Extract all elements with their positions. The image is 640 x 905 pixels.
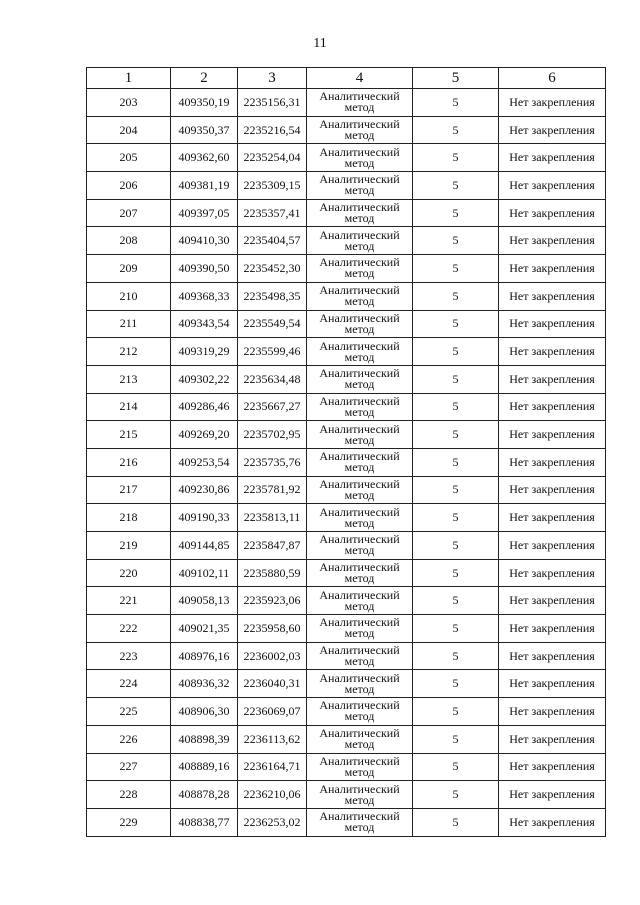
accuracy-cell: 5 [413,365,499,393]
y-coordinate-cell: 2235813,11 [238,504,307,532]
method-line-2: метод [344,792,375,807]
method-cell [307,698,413,726]
point-number-cell: 229 [87,808,171,836]
method-line-1: Аналитический [319,560,400,575]
table-row [87,698,606,726]
method-line-1: Аналитический [319,200,400,215]
table-row [87,808,606,836]
accuracy-cell: 5 [413,421,499,449]
accuracy-cell: 5 [413,393,499,421]
table-row [87,587,606,615]
method-cell [307,670,413,698]
fixation-cell: Нет закрепления [499,282,606,310]
method-line-1: Аналитический [319,393,400,408]
method-line-1: Аналитический [319,117,400,132]
point-number-cell: 220 [87,559,171,587]
table-row [87,476,606,504]
method-line-1: Аналитический [319,449,400,464]
table-row [87,670,606,698]
table-row [87,144,606,172]
table-row [87,615,606,643]
point-number-cell: 228 [87,781,171,809]
method-line-1: Аналитический [319,283,400,298]
method-cell [307,781,413,809]
header-col-3: 3 [238,68,307,89]
method-line-2: метод [344,155,375,170]
table-row [87,448,606,476]
accuracy-cell: 5 [413,808,499,836]
y-coordinate-cell: 2236069,07 [238,698,307,726]
header-col-4: 4 [307,68,413,89]
y-coordinate-cell: 2235847,87 [238,532,307,560]
method-line-1: Аналитический [319,89,400,104]
table-header-row [87,68,606,89]
method-line-1: Аналитический [319,781,400,796]
method-line-1: Аналитический [319,144,400,159]
accuracy-cell: 5 [413,504,499,532]
method-line-2: метод [344,266,375,281]
point-number-cell: 216 [87,448,171,476]
x-coordinate-cell: 409102,11 [171,559,238,587]
x-coordinate-cell: 408838,77 [171,808,238,836]
fixation-cell: Нет закрепления [499,421,606,449]
point-number-cell: 213 [87,365,171,393]
header-col-6: 6 [499,68,606,89]
method-line-2: метод [344,571,375,586]
x-coordinate-cell: 409302,22 [171,365,238,393]
x-coordinate-cell: 408976,16 [171,642,238,670]
fixation-cell: Нет закрепления [499,781,606,809]
method-cell [307,365,413,393]
method-cell [307,338,413,366]
method-cell [307,393,413,421]
fixation-cell: Нет закрепления [499,172,606,200]
point-number-cell: 227 [87,753,171,781]
fixation-cell: Нет закрепления [499,725,606,753]
table-row [87,89,606,117]
x-coordinate-cell: 409021,35 [171,615,238,643]
method-line-2: метод [344,183,375,198]
method-line-2: метод [344,737,375,752]
x-coordinate-cell: 409058,13 [171,587,238,615]
method-line-1: Аналитический [319,366,400,381]
fixation-cell: Нет закрепления [499,199,606,227]
method-cell [307,89,413,117]
fixation-cell: Нет закрепления [499,559,606,587]
method-line-1: Аналитический [319,809,400,824]
method-cell [307,753,413,781]
y-coordinate-cell: 2235735,76 [238,448,307,476]
y-coordinate-cell: 2236002,03 [238,642,307,670]
fixation-cell: Нет закрепления [499,310,606,338]
x-coordinate-cell: 409144,85 [171,532,238,560]
x-coordinate-cell: 408936,32 [171,670,238,698]
table-row [87,725,606,753]
x-coordinate-cell: 409368,33 [171,282,238,310]
y-coordinate-cell: 2235702,95 [238,421,307,449]
y-coordinate-cell: 2235634,48 [238,365,307,393]
x-coordinate-cell: 409350,19 [171,89,238,117]
point-number-cell: 218 [87,504,171,532]
table-row [87,781,606,809]
y-coordinate-cell: 2235781,92 [238,476,307,504]
table-row [87,116,606,144]
accuracy-cell: 5 [413,227,499,255]
method-line-1: Аналитический [319,504,400,519]
point-number-cell: 223 [87,642,171,670]
y-coordinate-cell: 2236040,31 [238,670,307,698]
fixation-cell: Нет закрепления [499,808,606,836]
table-row [87,393,606,421]
table-row [87,255,606,283]
point-number-cell: 226 [87,725,171,753]
method-cell [307,144,413,172]
method-line-1: Аналитический [319,698,400,713]
y-coordinate-cell: 2235667,27 [238,393,307,421]
method-line-2: метод [344,487,375,502]
accuracy-cell: 5 [413,642,499,670]
fixation-cell: Нет закрепления [499,670,606,698]
accuracy-cell: 5 [413,448,499,476]
accuracy-cell: 5 [413,698,499,726]
point-number-cell: 210 [87,282,171,310]
point-number-cell: 207 [87,199,171,227]
method-line-1: Аналитический [319,338,400,353]
fixation-cell: Нет закрепления [499,448,606,476]
y-coordinate-cell: 2235404,57 [238,227,307,255]
method-line-2: метод [344,626,375,641]
method-line-1: Аналитический [319,670,400,685]
method-line-2: метод [344,460,375,475]
x-coordinate-cell: 409269,20 [171,421,238,449]
x-coordinate-cell: 409362,60 [171,144,238,172]
point-number-cell: 211 [87,310,171,338]
method-line-1: Аналитический [319,643,400,658]
y-coordinate-cell: 2236164,71 [238,753,307,781]
accuracy-cell: 5 [413,476,499,504]
x-coordinate-cell: 408906,30 [171,698,238,726]
accuracy-cell: 5 [413,144,499,172]
table-row [87,504,606,532]
table-row [87,365,606,393]
method-line-1: Аналитический [319,726,400,741]
point-number-cell: 204 [87,116,171,144]
fixation-cell: Нет закрепления [499,365,606,393]
method-line-2: метод [344,128,375,143]
table-row [87,532,606,560]
fixation-cell: Нет закрепления [499,642,606,670]
method-line-2: метод [344,404,375,419]
x-coordinate-cell: 409390,50 [171,255,238,283]
method-cell [307,808,413,836]
point-number-cell: 224 [87,670,171,698]
table-body [87,89,606,837]
method-line-2: метод [344,654,375,669]
accuracy-cell: 5 [413,725,499,753]
fixation-cell: Нет закрепления [499,504,606,532]
method-cell [307,559,413,587]
fixation-cell: Нет закрепления [499,227,606,255]
method-line-1: Аналитический [319,172,400,187]
accuracy-cell: 5 [413,282,499,310]
x-coordinate-cell: 409286,46 [171,393,238,421]
x-coordinate-cell: 409397,05 [171,199,238,227]
method-cell [307,725,413,753]
method-line-1: Аналитический [319,227,400,242]
method-line-1: Аналитический [319,753,400,768]
method-line-2: метод [344,321,375,336]
x-coordinate-cell: 409343,54 [171,310,238,338]
x-coordinate-cell: 409381,19 [171,172,238,200]
method-cell [307,310,413,338]
accuracy-cell: 5 [413,116,499,144]
method-line-2: метод [344,238,375,253]
accuracy-cell: 5 [413,532,499,560]
x-coordinate-cell: 408889,16 [171,753,238,781]
accuracy-cell: 5 [413,781,499,809]
method-line-1: Аналитический [319,587,400,602]
method-line-2: метод [344,349,375,364]
method-line-1: Аналитический [319,532,400,547]
fixation-cell: Нет закрепления [499,116,606,144]
table-row [87,282,606,310]
method-line-2: метод [344,432,375,447]
point-number-cell: 203 [87,89,171,117]
fixation-cell: Нет закрепления [499,587,606,615]
method-line-2: метод [344,709,375,724]
method-cell [307,255,413,283]
accuracy-cell: 5 [413,310,499,338]
fixation-cell: Нет закрепления [499,615,606,643]
table-row [87,559,606,587]
table-row [87,227,606,255]
fixation-cell: Нет закрепления [499,698,606,726]
method-line-2: метод [344,598,375,613]
page-number: 11 [313,36,327,51]
method-cell [307,172,413,200]
accuracy-cell: 5 [413,199,499,227]
method-cell [307,448,413,476]
fixation-cell: Нет закрепления [499,753,606,781]
x-coordinate-cell: 409230,86 [171,476,238,504]
header-col-2: 2 [171,68,238,89]
point-number-cell: 215 [87,421,171,449]
accuracy-cell: 5 [413,670,499,698]
method-line-2: метод [344,681,375,696]
method-cell [307,587,413,615]
y-coordinate-cell: 2235549,54 [238,310,307,338]
y-coordinate-cell: 2236113,62 [238,725,307,753]
point-number-cell: 221 [87,587,171,615]
y-coordinate-cell: 2235309,15 [238,172,307,200]
point-number-cell: 217 [87,476,171,504]
table-row [87,310,606,338]
method-line-2: метод [344,543,375,558]
method-cell [307,227,413,255]
method-cell [307,615,413,643]
point-number-cell: 212 [87,338,171,366]
method-line-1: Аналитический [319,476,400,491]
method-cell [307,504,413,532]
accuracy-cell: 5 [413,172,499,200]
y-coordinate-cell: 2235958,60 [238,615,307,643]
coordinates-table [86,67,606,837]
method-cell [307,421,413,449]
point-number-cell: 219 [87,532,171,560]
method-cell [307,199,413,227]
y-coordinate-cell: 2235498,35 [238,282,307,310]
method-cell [307,282,413,310]
method-line-2: метод [344,100,375,115]
accuracy-cell: 5 [413,753,499,781]
point-number-cell: 208 [87,227,171,255]
x-coordinate-cell: 409319,29 [171,338,238,366]
fixation-cell: Нет закрепления [499,338,606,366]
table-row [87,753,606,781]
accuracy-cell: 5 [413,89,499,117]
fixation-cell: Нет закрепления [499,393,606,421]
point-number-cell: 222 [87,615,171,643]
method-line-1: Аналитический [319,255,400,270]
x-coordinate-cell: 409350,37 [171,116,238,144]
method-line-2: метод [344,764,375,779]
accuracy-cell: 5 [413,587,499,615]
method-cell [307,642,413,670]
table-row [87,172,606,200]
method-cell [307,532,413,560]
y-coordinate-cell: 2235156,31 [238,89,307,117]
y-coordinate-cell: 2235357,41 [238,199,307,227]
table-row [87,338,606,366]
method-line-2: метод [344,377,375,392]
point-number-cell: 206 [87,172,171,200]
method-cell [307,476,413,504]
accuracy-cell: 5 [413,255,499,283]
method-line-2: метод [344,820,375,835]
fixation-cell: Нет закрепления [499,144,606,172]
method-cell [307,116,413,144]
method-line-2: метод [344,294,375,309]
point-number-cell: 225 [87,698,171,726]
fixation-cell: Нет закрепления [499,89,606,117]
fixation-cell: Нет закрепления [499,476,606,504]
x-coordinate-cell: 408898,39 [171,725,238,753]
y-coordinate-cell: 2236253,02 [238,808,307,836]
point-number-cell: 205 [87,144,171,172]
x-coordinate-cell: 409190,33 [171,504,238,532]
table-row [87,642,606,670]
y-coordinate-cell: 2235254,04 [238,144,307,172]
point-number-cell: 214 [87,393,171,421]
y-coordinate-cell: 2235923,06 [238,587,307,615]
fixation-cell: Нет закрепления [499,255,606,283]
header-col-5: 5 [413,68,499,89]
accuracy-cell: 5 [413,338,499,366]
accuracy-cell: 5 [413,559,499,587]
accuracy-cell: 5 [413,615,499,643]
y-coordinate-cell: 2235599,46 [238,338,307,366]
fixation-cell: Нет закрепления [499,532,606,560]
table-row [87,199,606,227]
y-coordinate-cell: 2236210,06 [238,781,307,809]
x-coordinate-cell: 408878,28 [171,781,238,809]
y-coordinate-cell: 2235880,59 [238,559,307,587]
method-line-2: метод [344,515,375,530]
method-line-2: метод [344,211,375,226]
y-coordinate-cell: 2235452,30 [238,255,307,283]
method-line-1: Аналитический [319,421,400,436]
method-line-1: Аналитический [319,310,400,325]
method-line-1: Аналитический [319,615,400,630]
y-coordinate-cell: 2235216,54 [238,116,307,144]
x-coordinate-cell: 409410,30 [171,227,238,255]
point-number-cell: 209 [87,255,171,283]
table-row [87,421,606,449]
x-coordinate-cell: 409253,54 [171,448,238,476]
header-col-1: 1 [87,68,171,89]
